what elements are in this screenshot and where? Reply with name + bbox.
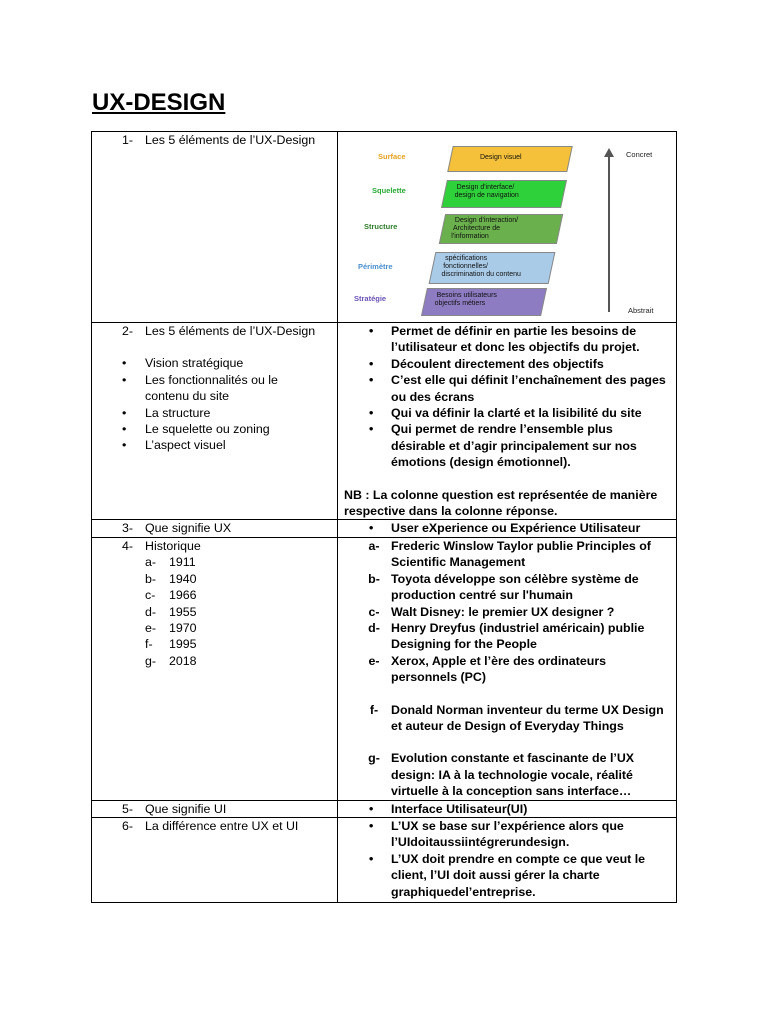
ux-elements-diagram bbox=[350, 138, 678, 320]
year-item: d- 1955 bbox=[145, 604, 197, 619]
table-row-2 bbox=[92, 323, 677, 520]
level-shape-perimetre: spécifications fonctionnelles/ discrimination du contenu bbox=[429, 252, 556, 284]
question-cell-3: 3- Que signifie UX bbox=[92, 520, 338, 537]
question-text: Que signifie UI bbox=[145, 801, 227, 816]
level-shape-squelette: Design d'interface/ design de navigation bbox=[441, 180, 567, 208]
list-item: • L’UX doit prendre en compte ce que veut le bbox=[369, 851, 646, 866]
question-cell-2: 2- Les 5 éléments de l’UX-Design • Vision stratégique • Les fonctionnalités ou le contenu du site • La structure • Le squelette ou zoning • L’aspect visuel bbox=[92, 323, 338, 520]
level-shape-structure: Design d'interaction/ Architecture de l'information bbox=[439, 214, 563, 244]
history-item: c- Walt Disney: le premier UX designer ? bbox=[368, 604, 615, 619]
answer-cell-1 bbox=[338, 132, 677, 323]
question-cell-1 bbox=[92, 132, 338, 323]
list-item: • L’aspect visuel bbox=[122, 438, 226, 453]
list-item: • Découlent directement des objectifs bbox=[369, 356, 604, 371]
level-shape-surface: Design visuel bbox=[447, 146, 573, 172]
axis-label-bottom: Abstrait bbox=[628, 306, 654, 315]
answer-cell-5 bbox=[338, 800, 677, 817]
answer-cell-3 bbox=[338, 520, 677, 537]
question-cell-6: 6- La différence entre UX et UI bbox=[92, 817, 338, 902]
year-item: a- 1911 bbox=[145, 555, 196, 570]
table-row-3 bbox=[92, 520, 677, 537]
list-item: • La structure bbox=[122, 405, 211, 420]
answer-cell-4: a- Frederic Winslow Taylor publie Principles of Scientific Management b- Toyota développe son célèbre système de production centré sur l'humain c- Walt Disney: le premier UX designer ? d- Henry Dreyfus (industriel américain) publie Designing for the People e- Xerox, Apple et l’ère des ordinateurs personnels (PC) f- Donald Norman inventeur du terme UX Design et auteur de Design of Everyday Things g- Evolution constante et fascinante de l’UX design: IA à la technologie vocale, réalité virtuelle à la conception sans interface… bbox=[338, 537, 677, 800]
axis-label-top: Concret bbox=[626, 150, 653, 159]
qa-table bbox=[91, 131, 677, 903]
history-item: a- Frederic Winslow Taylor publie Principles of bbox=[368, 538, 651, 553]
question-text: Que signifie UX bbox=[145, 521, 232, 536]
list-item: • Vision stratégique bbox=[122, 356, 244, 371]
history-item: d- Henry Dreyfus (industriel américain) publie bbox=[368, 620, 645, 635]
year-item: b- 1940 bbox=[145, 571, 197, 586]
year-item: c- 1966 bbox=[145, 588, 197, 603]
table-row-4 bbox=[92, 537, 677, 800]
level-label-surface: Surface bbox=[378, 152, 406, 161]
nb-note: NB : La colonne question est représentée de manière bbox=[344, 487, 658, 502]
list-item: • L’UX se base sur l’expérience alors que bbox=[369, 818, 624, 833]
history-item: f- Donald Norman inventeur du terme UX Design bbox=[369, 702, 664, 717]
level-label-squelette: Squelette bbox=[372, 186, 406, 195]
table-row-6 bbox=[92, 817, 677, 902]
year-item: f- 1995 bbox=[145, 637, 197, 652]
question-cell-4: 4- Historique a- 1911 b- 1940 c- 1966 d- 1955 e- 1970 f- 1995 g- 2018 bbox=[92, 537, 338, 800]
history-item: e- Xerox, Apple et l’ère des ordinateurs bbox=[368, 653, 607, 668]
page-title: UX-DESIGN bbox=[92, 89, 226, 116]
level-label-strategie: Stratégie bbox=[354, 294, 387, 303]
abstraction-axis bbox=[608, 156, 610, 312]
question-text: La différence entre UX et UI bbox=[145, 818, 299, 833]
list-item-continued: contenu du site bbox=[145, 389, 230, 404]
answer-cell-6: • L’UX se base sur l’expérience alors que l’UIdoitaussiintégrerundesign. • L’UX doit prendre en compte ce que veut le client, l’UI doit aussi gérer la charte graphiquedel’entreprise. bbox=[338, 817, 677, 902]
table-row-1 bbox=[92, 132, 677, 323]
level-label-perimetre: Périmètre bbox=[358, 262, 393, 271]
answer-cell-2: • Permet de définir en partie les besoins de l’utilisateur et donc les objectifs du projet. • Découlent directement des objectifs • C’est elle qui définit l’enchaînement des pages ou des écrans • Qui va définir la clarté et la lisibilité du site • Qui permet de rendre l’ensemble plus désirable et d’agir principalement sur nos émotions (design émotionnel). NB : La colonne question est représentée de manière respective dans la colonne réponse. bbox=[338, 323, 677, 520]
list-item: • Le squelette ou zoning bbox=[122, 422, 270, 437]
question-text: Les 5 éléments de l’UX-Design bbox=[145, 324, 316, 338]
history-item: b- Toyota développe son célèbre système de bbox=[368, 571, 639, 586]
level-shape-strategie: Besoins utilisateurs objectifs métiers bbox=[421, 288, 547, 316]
list-item: • Qui permet de rendre l’ensemble plus bbox=[369, 422, 613, 437]
row-number: 1- bbox=[122, 133, 134, 147]
year-item: e- 1970 bbox=[145, 620, 197, 635]
year-item: g- 2018 bbox=[145, 653, 197, 668]
question-cell-5: 5- Que signifie UI bbox=[92, 800, 338, 817]
level-label-structure: Structure bbox=[364, 222, 398, 231]
history-item: g- Evolution constante et fascinante de l’UX bbox=[368, 751, 635, 766]
list-item: • Interface Utilisateur(UI) bbox=[369, 801, 528, 816]
nb-note-continued: respective dans la colonne réponse. bbox=[344, 504, 558, 519]
list-item: • Les fonctionnalités ou le bbox=[122, 372, 278, 387]
list-item: • Qui va définir la clarté et la lisibilité du site bbox=[369, 406, 642, 421]
table-row-5 bbox=[92, 800, 677, 817]
question-text: Les 5 éléments de l’UX-Design bbox=[145, 133, 316, 147]
list-item: • User eXperience ou Expérience Utilisateur bbox=[369, 521, 641, 536]
list-item: • Permet de définir en partie les besoins de bbox=[369, 324, 637, 338]
question-text: Historique bbox=[145, 538, 201, 553]
list-item: • C’est elle qui définit l’enchaînement des pages bbox=[369, 373, 666, 388]
